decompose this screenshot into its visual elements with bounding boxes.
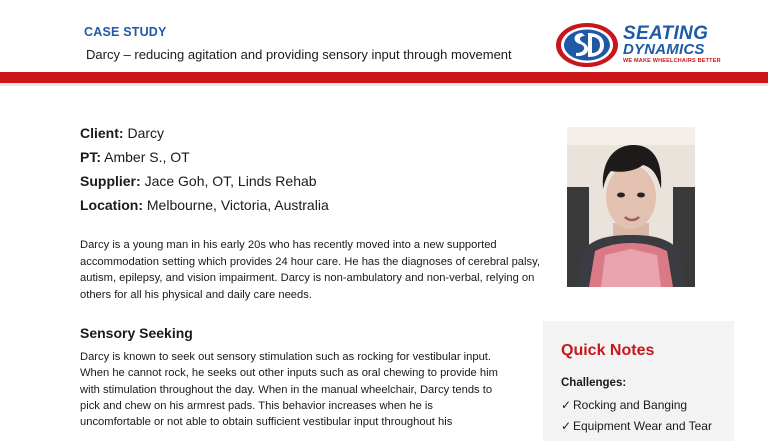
- info-row-supplier: [80, 169, 329, 193]
- info-label: Supplier:: [80, 173, 141, 189]
- section-body-sensory-seeking: Darcy is known to seek out sensory stimulation such as rocking for vestibular input. When he cannot rock, he seeks out other inputs such as oral chewing to provide him with stimulation throughout the day. When in the manual wheelchair, Darcy tends to pick and chew on his armrest pads. This behavior increases when he is uncomfortable or not able to obtain sufficient vestibular input throughout his: [80, 351, 498, 429]
- checkmark-icon: ✓: [561, 419, 572, 433]
- info-value: Melbourne, Victoria, Australia: [146, 197, 329, 213]
- quick-note-text: Equipment Wear and Tear: [573, 419, 712, 433]
- info-value: Darcy: [127, 125, 165, 141]
- client-info: [80, 121, 329, 217]
- logo-word-dynamics: DYNAMICS: [623, 41, 705, 58]
- quick-note-item: [561, 398, 687, 412]
- quick-note-item: [561, 419, 712, 433]
- client-photo: [567, 127, 695, 287]
- client-portrait-image: [567, 127, 695, 287]
- info-value: Jace Goh, OT, Linds Rehab: [144, 173, 317, 189]
- quick-note-text: Rocking and Banging: [573, 398, 688, 412]
- info-label: Client:: [80, 125, 124, 141]
- case-study-title: Darcy – reducing agitation and providing sensory input through movement: [86, 47, 512, 62]
- logo-word-seating: SEATING: [623, 23, 709, 44]
- info-row-location: [80, 193, 329, 217]
- page-header: [0, 0, 768, 72]
- info-row-client: [80, 121, 329, 145]
- section-title-sensory-seeking: Sensory Seeking: [80, 325, 193, 341]
- logo-tagline: WE MAKE WHEELCHAIRS BETTER: [623, 58, 721, 64]
- sd-badge-icon: [555, 22, 619, 68]
- case-study-label: CASE STUDY: [84, 25, 167, 39]
- quick-notes-subtitle: Challenges:: [561, 377, 627, 389]
- quick-notes-title: Quick Notes: [561, 342, 655, 359]
- checkmark-icon: ✓: [561, 398, 572, 412]
- quick-notes-panel: [543, 321, 734, 441]
- info-label: Location:: [80, 197, 143, 213]
- seating-dynamics-logo[interactable]: [555, 22, 725, 68]
- info-label: PT:: [80, 149, 101, 165]
- info-row-pt: [80, 145, 329, 169]
- header-red-band: [0, 72, 768, 83]
- info-value: Amber S., OT: [104, 149, 190, 165]
- intro-paragraph: Darcy is a young man in his early 20s who has recently moved into a new supported accommodation setting which provides 24 hour care. He has the diagnoses of cerebral palsy, autism, epilepsy, and vision impairment. Darcy is non-ambulatory and non-verbal, relying on others for all his physical and daily care needs.: [80, 239, 540, 301]
- header-band-shadow: [0, 83, 768, 86]
